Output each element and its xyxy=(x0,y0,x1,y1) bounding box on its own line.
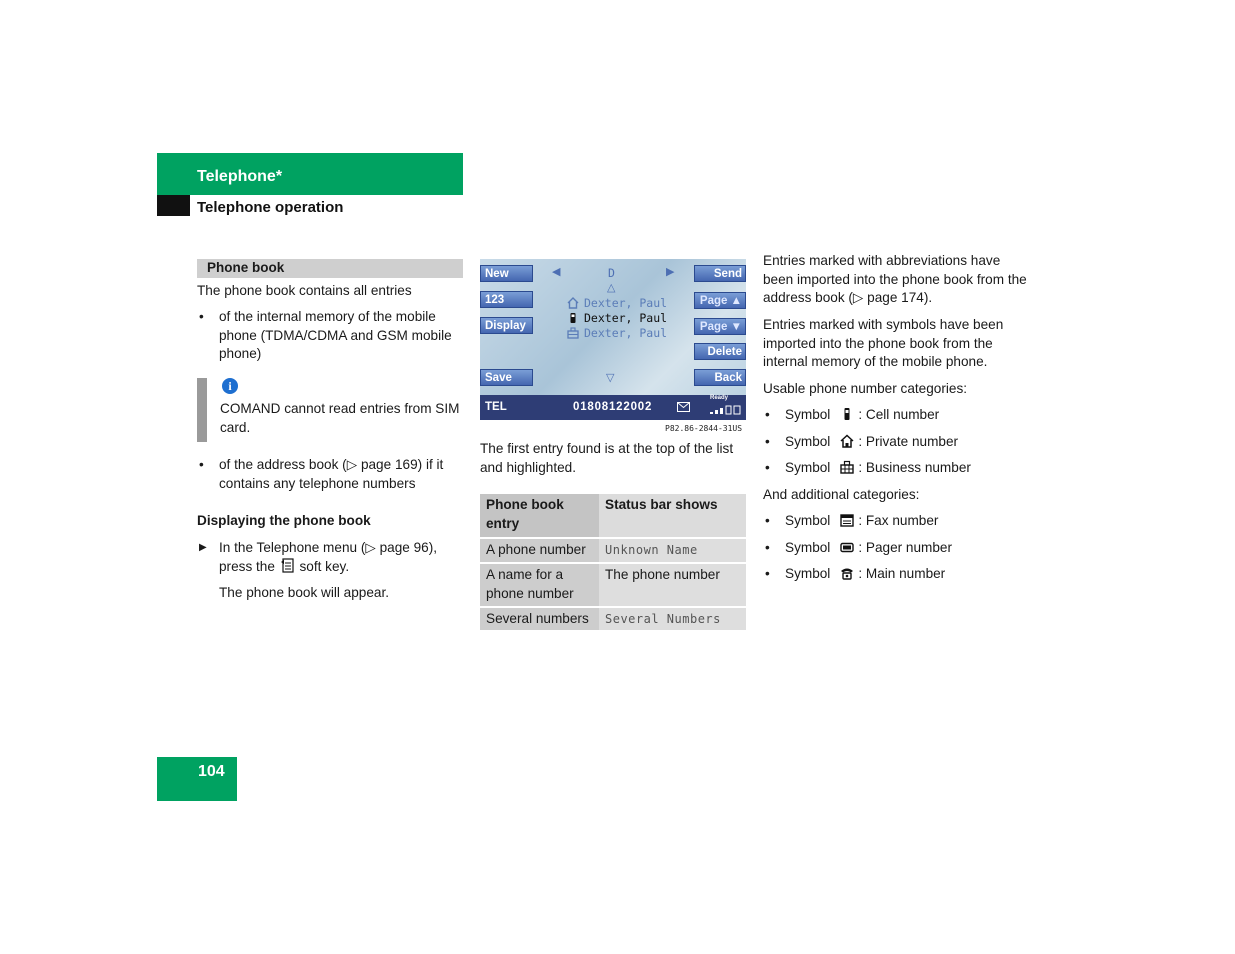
signal-strength-icon xyxy=(710,404,744,416)
list-item xyxy=(763,433,1033,452)
phonebook-entry-selected[interactable]: Dexter, Paul xyxy=(584,311,668,325)
additional-list xyxy=(763,512,1033,584)
categories-list xyxy=(763,406,1033,478)
page-up-button[interactable]: Page ▲ xyxy=(694,292,746,309)
chapter-title: Telephone* xyxy=(197,168,283,185)
table-cell: A name for a phone number xyxy=(480,564,599,605)
back-button[interactable]: Back xyxy=(694,369,746,386)
table-header-row xyxy=(480,494,746,537)
symbol-word: Symbol xyxy=(785,513,831,528)
category-label: : Cell number xyxy=(858,407,940,422)
letter-right-arrow-icon[interactable]: ▶ xyxy=(666,266,675,278)
cell-phone-icon xyxy=(567,312,579,324)
entries-list-1 xyxy=(197,308,463,364)
section-title: Telephone operation xyxy=(197,199,344,216)
fax-icon xyxy=(840,513,854,527)
table-header-status: Status bar shows xyxy=(599,494,746,537)
symbol-word: Symbol xyxy=(785,407,831,422)
status-phone-number: 01808122002 xyxy=(573,401,653,413)
info-bar xyxy=(197,378,207,442)
save-button[interactable]: Save xyxy=(480,369,533,386)
step-text-pre: In the Telephone menu (▷ page 96), press the xyxy=(219,540,438,574)
symbol-word: Symbol xyxy=(785,460,831,476)
abbreviations-paragraph: Entries marked with abbreviations have been imported into the phone book from the address book (▷ page 174). xyxy=(763,253,1027,306)
category-label: : Pager number xyxy=(858,539,953,555)
status-tel-label: TEL xyxy=(485,401,507,413)
send-button[interactable]: Send xyxy=(694,265,746,282)
letter-selector: D xyxy=(608,266,615,280)
list-item: • of the internal memory of the mobile phone (TDMA/CDMA and GSM mobile phone) xyxy=(197,308,463,364)
categories-heading: Usable phone number categories: xyxy=(763,381,968,396)
table-cell: The phone number xyxy=(599,564,746,605)
phone-book-heading: Phone book xyxy=(207,260,285,275)
step-text-post: soft key. xyxy=(299,558,350,574)
table-row xyxy=(480,539,746,562)
list-item xyxy=(763,406,1033,425)
list-item xyxy=(763,459,1033,478)
figure-description: The first entry found is at the top of the list and highlighted. xyxy=(480,441,734,475)
info-note: COMAND cannot read entries from SIM card. xyxy=(220,401,460,435)
scroll-up-icon[interactable]: △ xyxy=(607,282,616,294)
table-header-entry: Phone book entry xyxy=(480,494,599,537)
symbols-paragraph: Entries marked with symbols have been imported into the phone book from the internal memory of the mobile phone. xyxy=(763,317,1004,370)
section-marker xyxy=(157,195,190,216)
table-cell: A phone number xyxy=(480,539,599,562)
home-icon xyxy=(567,297,579,309)
list-item xyxy=(763,539,1033,558)
status-bar xyxy=(480,395,746,420)
symbol-word: Symbol xyxy=(785,433,831,449)
business-icon xyxy=(567,327,579,339)
phonebook-entry[interactable]: Dexter, Paul xyxy=(584,296,668,310)
display-button[interactable]: Display xyxy=(480,317,533,334)
table-row xyxy=(480,608,746,631)
home-icon xyxy=(840,434,854,448)
delete-button[interactable]: Delete xyxy=(694,343,746,360)
category-label: : Fax number xyxy=(858,513,939,528)
new-button[interactable]: New xyxy=(480,265,533,282)
page-down-button[interactable]: Page ▼ xyxy=(694,318,746,335)
business-icon xyxy=(840,460,854,474)
list-item xyxy=(763,565,1033,584)
step-arrow-icon: ▶ xyxy=(199,542,207,553)
envelope-icon xyxy=(677,402,690,412)
figure-caption: P82.86-2844-31US xyxy=(665,424,743,433)
category-label: : Main number xyxy=(858,566,946,582)
table-cell: Several numbers xyxy=(480,608,599,631)
main-phone-icon xyxy=(840,566,854,580)
category-label: : Private number xyxy=(858,433,959,449)
entries-list-2 xyxy=(197,456,463,493)
symbol-word: Symbol xyxy=(785,566,831,582)
table-cell: Unknown Name xyxy=(599,539,746,562)
step-result: The phone book will appear. xyxy=(219,585,390,600)
list-item xyxy=(763,512,1033,531)
page-number-box xyxy=(157,757,237,801)
status-table xyxy=(480,492,746,632)
123-button[interactable]: 123 xyxy=(480,291,533,308)
additional-heading: And additional categories: xyxy=(763,487,920,502)
category-label: : Business number xyxy=(858,460,971,476)
letter-left-arrow-icon[interactable]: ◀ xyxy=(552,266,561,278)
pager-icon xyxy=(840,540,854,554)
info-icon: i xyxy=(222,378,238,394)
cell-phone-icon xyxy=(840,407,854,421)
phonebook-entry[interactable]: Dexter, Paul xyxy=(584,326,668,340)
symbol-word: Symbol xyxy=(785,539,831,555)
instruction-step xyxy=(197,539,463,576)
table-row xyxy=(480,564,746,605)
displaying-heading: Displaying the phone book xyxy=(197,513,371,528)
status-ready: Ready xyxy=(710,395,729,401)
intro-text: The phone book contains all entries xyxy=(197,283,412,298)
phonebook-softkey-icon xyxy=(281,558,294,573)
page-number: 104 xyxy=(198,763,225,780)
phone-book-heading-bar xyxy=(197,259,463,278)
list-item: • of the address book (▷ page 169) if it contains any telephone numbers xyxy=(197,456,463,493)
scroll-down-icon[interactable]: ▽ xyxy=(606,372,615,384)
comand-phonebook-screen xyxy=(480,259,746,420)
table-cell: Several Numbers xyxy=(599,608,746,631)
